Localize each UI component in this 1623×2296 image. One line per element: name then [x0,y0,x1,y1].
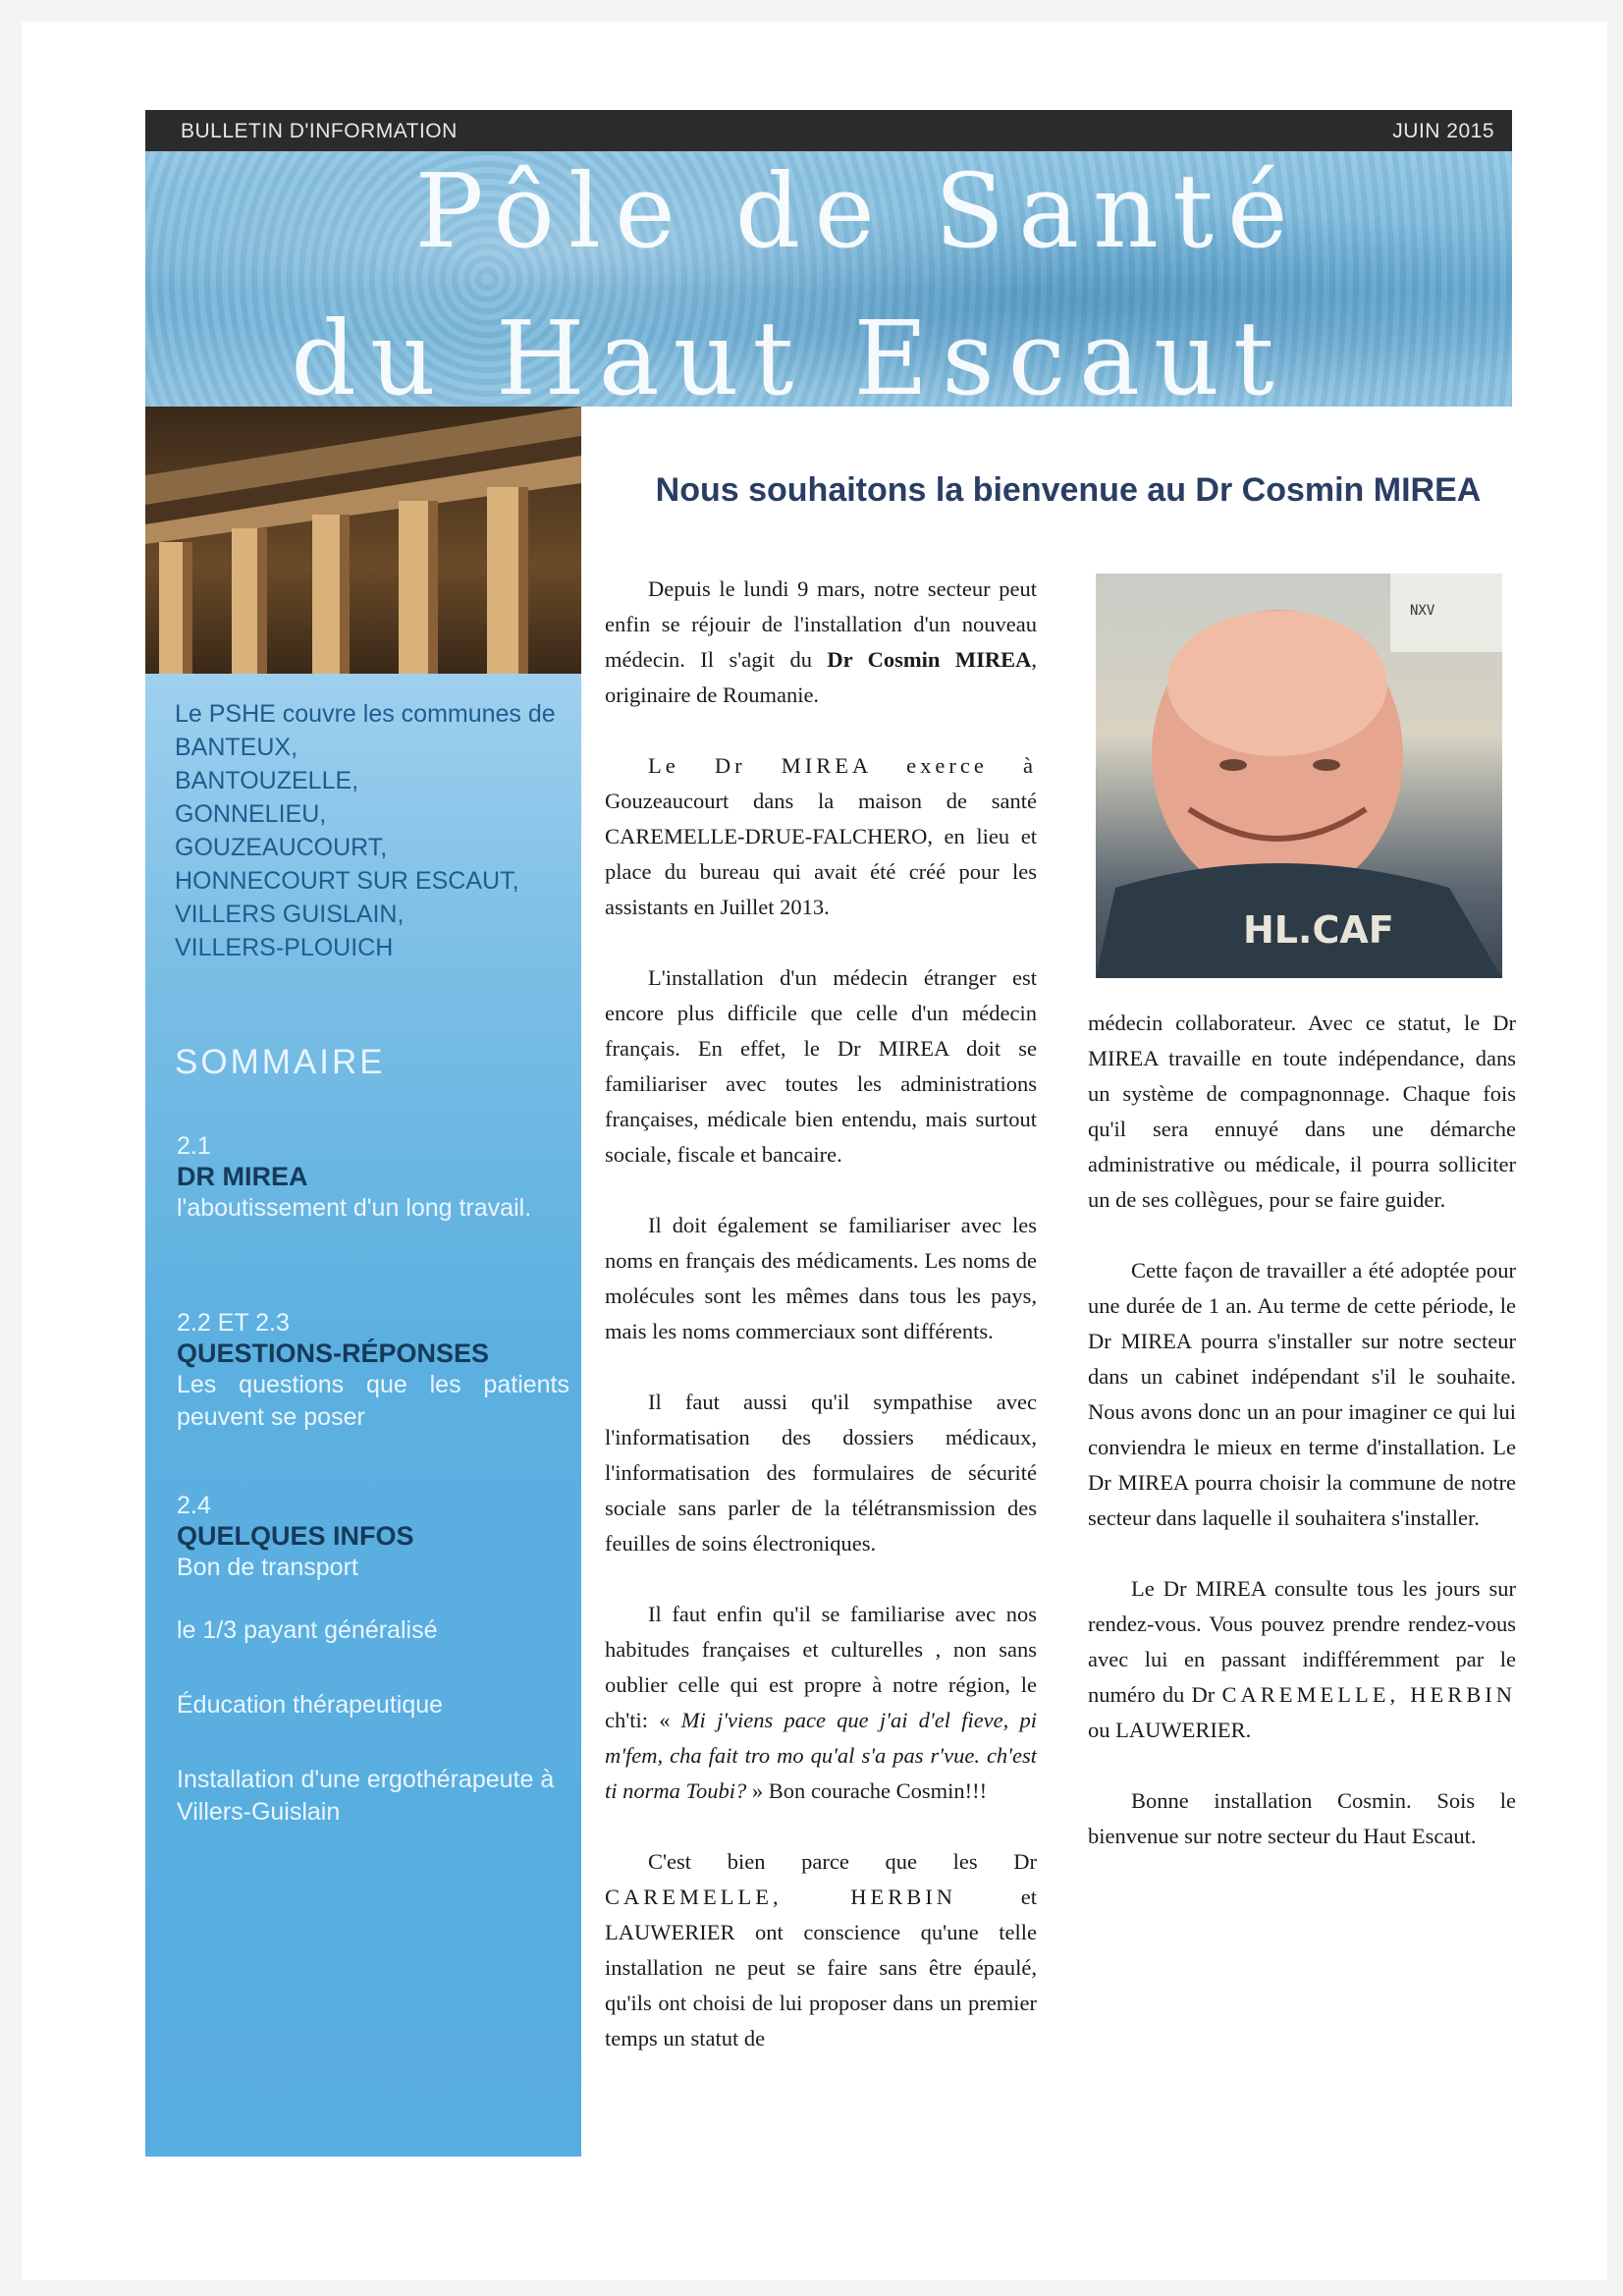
paragraph: Il faut aussi qu'il sympathise avec l'informatisation des dossiers médicaux, l'informatisation des formulaires de sécurité sociale sans parler de la télétransmission des feuilles de soins électroniques. [605,1390,1037,1556]
paragraph: Le Dr MIREA exerce à Gouzeaucourt dans la maison de santé CAREMELLE-DRUE-FALCHERO, en lieu et place du bureau qui avait été créé pour les assistants en Juillet 2013. [605,753,1037,919]
eye-chart-sign: NXV [1410,603,1435,619]
sommaire-heading: QUESTIONS-RÉPONSES [177,1339,490,1368]
coverage-intro: Le PSHE couvre les communes de [175,700,556,728]
sommaire-item-questions [177,1308,569,1434]
page [22,22,1607,2280]
article-column-2 [1088,1006,1516,1889]
sommaire-info-tiers-payant: le 1/3 payant généralisé [177,1616,438,1644]
article-column-1 [605,572,1037,2092]
sommaire-info-ergotherapeute: Installation d'une ergothérapeute à Villers-Guislain [177,1766,555,1826]
title-line-2: du Haut Escaut [291,299,1288,407]
sommaire-item-infos [177,1491,569,1584]
communes-list [175,731,519,964]
title-banner [145,151,1512,407]
sommaire-description: Bon de transport [177,1554,358,1581]
paragraph: Depuis le lundi 9 mars, notre secteur peut enfin se réjouir de l'installation d'un nouveau médecin. Il s'agit du Dr Cosmin MIREA, originaire de Roumanie. [605,576,1037,707]
paragraph: Il doit également se familiariser avec les noms en français des médicaments. Les noms de molécules sont les mêmes dans tous les pays, mais les noms commerciaux sont différents. [605,1213,1037,1343]
sommaire-number: 2.4 [177,1492,211,1519]
sidebar [145,674,581,2157]
sommaire-description: Les questions que les patients peuvent se poser [177,1371,569,1431]
sommaire-description: l'aboutissement d'un long travail. [177,1194,532,1222]
commune-item: VILLERS GUISLAIN, [175,901,405,928]
paragraph: Cette façon de travailler a été adoptée pour une durée de 1 an. Au terme de cette période, le Dr MIREA pourra s'installer sur notre secteur dans un cabinet indépendant s'il le souhaite. Nous avons donc un an pour imaginer ce qui lui conviendra le mieux en terme d'installation. Le Dr MIREA pourra choisir la commune de notre secteur dans laquelle il souhaitera s'installer. [1088,1258,1516,1530]
issue-date: JUIN 2015 [1392,120,1494,142]
commune-item: VILLERS-PLOUICH [175,934,394,961]
paragraph: L'installation d'un médecin étranger est encore plus difficile que celle d'un médecin français. En effet, le Dr MIREA doit se familiariser avec toutes les administrations françaises, médicale bien entendu, mais surtout sociale, fiscale et bancaire. [605,965,1037,1167]
bulletin-label: BULLETIN D'INFORMATION [181,120,458,142]
doctor-photo [1096,574,1502,978]
sommaire-info-education: Éducation thérapeutique [177,1691,444,1719]
portrait-illustration [1096,574,1502,978]
header-bar [145,110,1512,151]
sommaire-number: 2.2 ET 2.3 [177,1309,290,1337]
columns-illustration [145,407,581,674]
sommaire-heading: QUELQUES INFOS [177,1521,414,1551]
commune-item: BANTOUZELLE, [175,767,359,794]
sommaire-title: SOMMAIRE [175,1043,386,1081]
building-columns-image [145,407,581,674]
shirt-print: HL.CAF [1243,908,1394,952]
paragraph: Le Dr MIREA consulte tous les jours sur rendez-vous. Vous pouvez prendre rendez-vous avec lui en passant indifféremment par le numéro du Dr CAREMELLE, HERBIN ou LAUWERIER. [1088,1576,1516,1742]
commune-item: GONNELIEU, [175,800,327,828]
sommaire-heading: DR MIREA [177,1162,308,1191]
sommaire-number: 2.1 [177,1132,211,1160]
article-headline: Nous souhaitons la bienvenue au Dr Cosmin MIREA [655,471,1482,509]
title-line-1: Pôle de Santé [414,151,1302,271]
paragraph: médecin collaborateur. Avec ce statut, le Dr MIREA travaille en toute indépendance, dans un système de compagnonnage. Chaque fois qu'il sera ennuyé dans une démarche administrative ou médicale, il pourra solliciter un de ses collègues, pour se faire guider. [1088,1011,1516,1212]
paragraph: Il faut enfin qu'il se familiarise avec nos habitudes françaises et culturelles , non sans oublier celle qui est propre à notre région, le ch'ti: « Mi j'viens pace que j'ai d'el fieve, pi m'fem, cha fait tro mo qu'al s'a pas r'vue. ch'est ti norma Toubi? » Bon courache Cosmin!!! [605,1602,1038,1803]
paragraph: Bonne installation Cosmin. Sois le bienvenue sur notre secteur du Haut Escaut. [1088,1788,1516,1848]
commune-item: GOUZEAUCOURT, [175,834,388,861]
commune-item: BANTEUX, [175,734,298,761]
sommaire-item-mirea [177,1131,569,1225]
commune-item: HONNECOURT SUR ESCAUT, [175,867,519,895]
paragraph: C'est bien parce que les Dr CAREMELLE, HERBIN et LAUWERIER ont conscience qu'une telle installation ne peut se faire sans être épaulé, qu'ils ont choisi de lui proposer dans un premier temps un statut de [605,1849,1037,2050]
